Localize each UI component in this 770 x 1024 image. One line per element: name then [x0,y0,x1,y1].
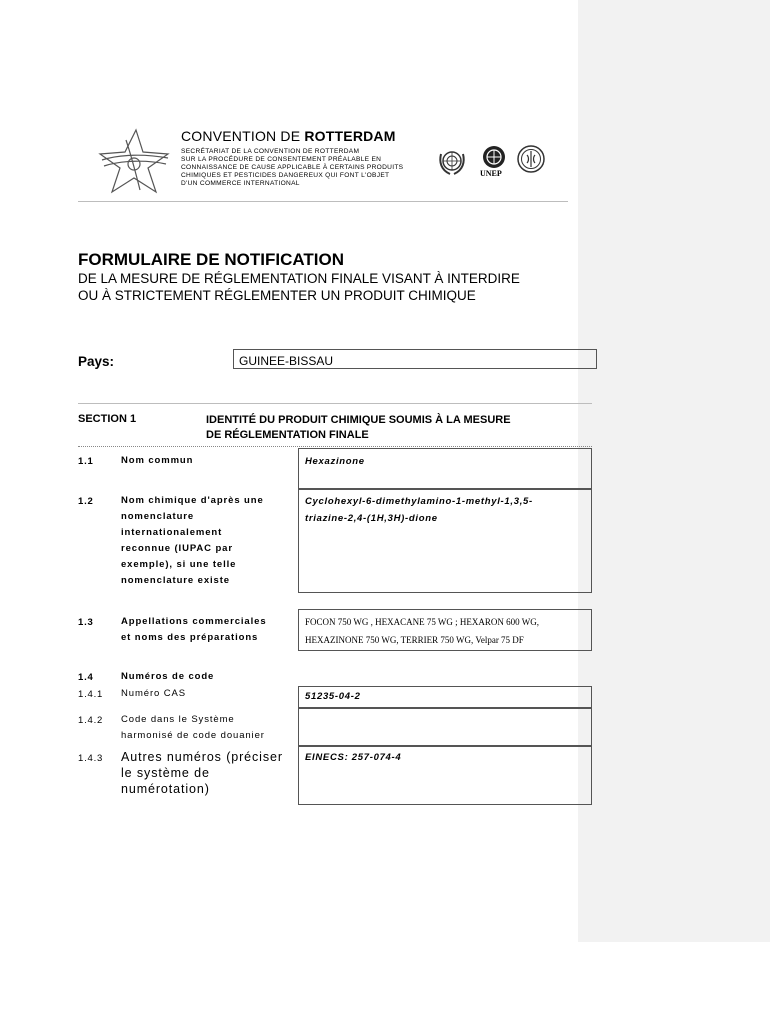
chemical-name-value-line: Cyclohexyl-6-dimethylamino-1-methyl-1,3,5- [305,496,533,507]
chemical-name-label [121,493,291,589]
un-emblem-icon [437,146,467,176]
section-title [206,413,576,443]
chemical-name-value-line: triazine-2,4-(1H,3H)-dione [305,513,438,524]
other-numbers-label [121,749,296,797]
common-name-field[interactable] [298,448,592,489]
label-line: exemple), si une telle [121,559,237,570]
form-subtitle-line: DE LA MESURE DE RÉGLEMENTATION FINALE VISANT À INTERDIRE [78,271,520,286]
field-number: 1.3 [78,617,94,628]
convention-title [181,128,396,144]
label-line: Autres numéros (préciser [121,750,283,764]
trade-names-label [121,614,291,646]
convention-prefix: CONVENTION DE [181,128,301,144]
common-name-value: Hexazinone [305,456,365,467]
secretariat-line: D'UN COMMERCE INTERNATIONAL [181,180,300,187]
unep-emblem-icon [481,144,507,170]
form-subtitle-line: OU À STRICTEMENT RÉGLEMENTER UN PRODUIT CHIMIQUE [78,288,476,303]
field-number: 1.4.1 [78,689,104,700]
convention-name: ROTTERDAM [304,128,396,144]
other-numbers-field[interactable] [298,746,592,805]
section-title-line: DE RÉGLEMENTATION FINALE [206,429,369,441]
field-number: 1.4.3 [78,753,104,764]
section-dotted-divider [78,446,592,447]
field-number: 1.2 [78,496,94,507]
label-line: internationalement [121,527,223,538]
form-title: FORMULAIRE DE NOTIFICATION [78,250,344,269]
label-line: le système de [121,766,210,780]
other-numbers-value: EINECS: 257-074-4 [305,752,402,763]
label-line: harmonisé de code douanier [121,730,265,741]
customs-code-field[interactable] [298,708,592,746]
label-line: Code dans le Système [121,714,235,725]
country-label: Pays: [78,354,115,369]
rotterdam-star-logo-icon [96,128,172,196]
trade-names-field[interactable] [298,609,592,651]
section-label: SECTION 1 [78,413,137,425]
form-subtitle [78,270,520,304]
field-number: 1.1 [78,456,94,467]
secretariat-line: SECRÉTARIAT DE LA CONVENTION DE ROTTERDAM [181,148,360,155]
label-line: numérotation) [121,782,210,796]
trade-names-value-line: FOCON 750 WG , HEXACANE 75 WG ; HEXARON 600 WG, [305,617,539,627]
cas-number-label: Numéro CAS [121,688,186,699]
secretariat-text [181,148,441,188]
fao-emblem-icon [516,144,546,174]
customs-code-label [121,712,291,744]
secretariat-line: CONNAISSANCE DE CAUSE APPLICABLE À CERTAINS PRODUITS [181,164,404,171]
comment-margin [578,0,770,942]
code-numbers-label: Numéros de code [121,671,215,682]
unep-label: UNEP [480,169,502,178]
section-title-line: IDENTITÉ DU PRODUIT CHIMIQUE SOUMIS À LA MESURE [206,414,511,426]
label-line: nomenclature [121,511,195,522]
label-line: Appellations commerciales [121,616,267,627]
cas-number-field[interactable] [298,686,592,708]
section-divider [78,403,592,404]
secretariat-line: SUR LA PROCÉDURE DE CONSENTEMENT PRÉALABLE EN [181,156,382,163]
label-line: et noms des préparations [121,632,259,643]
label-line: reconnue (IUPAC par [121,543,233,554]
country-field[interactable]: GUINEE-BISSAU [233,349,597,369]
field-number: 1.4 [78,672,94,683]
label-line: nomenclature existe [121,575,230,586]
secretariat-line: CHIMIQUES ET PESTICIDES DANGEREUX QUI FONT L'OBJET [181,172,390,179]
header-divider [78,201,568,202]
cas-number-value: 51235-04-2 [305,691,361,702]
label-line: Nom chimique d'après une [121,495,264,506]
chemical-name-field[interactable] [298,489,592,593]
trade-names-value-line: HEXAZINONE 750 WG, TERRIER 750 WG, Velpar 75 DF [305,635,524,645]
common-name-label: Nom commun [121,455,194,466]
field-number: 1.4.2 [78,715,104,726]
